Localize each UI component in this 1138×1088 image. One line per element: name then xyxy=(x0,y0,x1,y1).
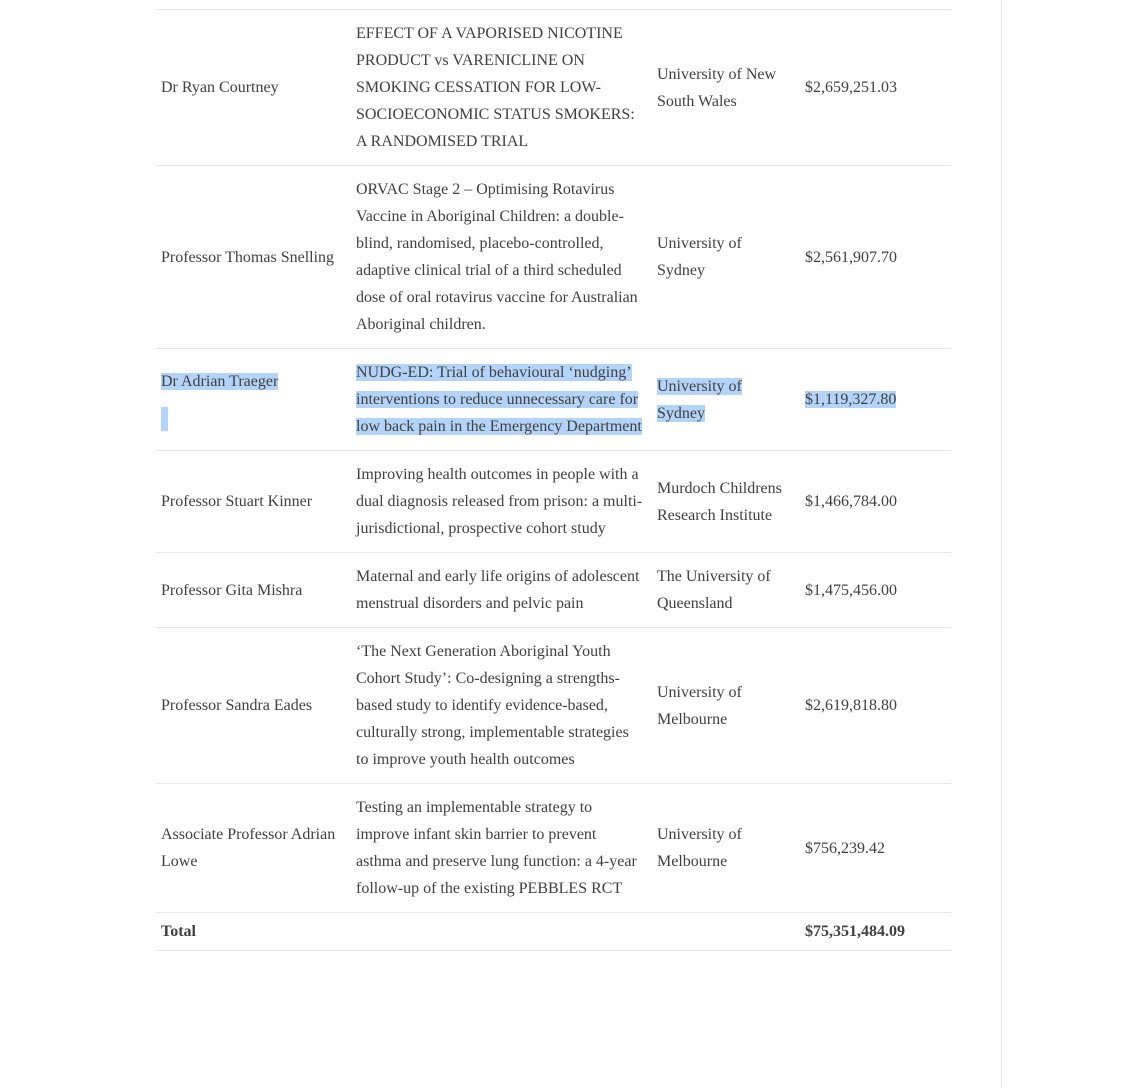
institution-cell[interactable]: University of New South Wales xyxy=(652,10,800,166)
project-title-cell[interactable] xyxy=(351,349,652,451)
institution-cell[interactable]: Murdoch Childrens Research Institute xyxy=(652,451,800,553)
amount-cell[interactable] xyxy=(800,349,951,451)
investigator-cell[interactable]: Professor Thomas Snelling xyxy=(156,166,351,349)
investigator-cell[interactable]: Professor Gita Mishra xyxy=(156,553,351,628)
institution-cell[interactable] xyxy=(652,349,800,451)
empty-cell xyxy=(351,913,652,951)
table-row xyxy=(156,451,951,553)
amount-cell[interactable]: $2,561,907.70 xyxy=(800,166,951,349)
selected-text[interactable]: NUDG-ED: Trial of behavioural ‘nudging’ interventions to reduce unnecessary care for low back pain in the Emergency Department xyxy=(356,364,642,435)
table-row-selected xyxy=(156,349,951,451)
table-row xyxy=(156,10,951,166)
investigator-cell[interactable]: Dr Ryan Courtney xyxy=(156,10,351,166)
investigator-cell[interactable] xyxy=(156,349,351,451)
amount-cell[interactable]: $756,239.42 xyxy=(800,784,951,913)
investigator-cell[interactable]: Professor Stuart Kinner xyxy=(156,451,351,553)
table-row xyxy=(156,784,951,913)
table-row xyxy=(156,166,951,349)
project-title-cell[interactable]: ‘The Next Generation Aboriginal Youth Cohort Study’: Co-designing a strengths-based study to identify evidence-based, culturally strong, implementable strategies to improve youth health outcomes xyxy=(351,628,652,784)
amount-cell[interactable]: $2,659,251.03 xyxy=(800,10,951,166)
selected-text[interactable]: $1,119,327.80 xyxy=(805,391,897,408)
total-amount: $75,351,484.09 xyxy=(800,913,951,951)
investigator-cell[interactable]: Associate Professor Adrian Lowe xyxy=(156,784,351,913)
amount-cell[interactable]: $1,466,784.00 xyxy=(800,451,951,553)
institution-cell[interactable]: University of Sydney xyxy=(652,166,800,349)
project-title-cell[interactable]: Improving health outcomes in people with a dual diagnosis released from prison: a multi-jurisdictional, prospective cohort study xyxy=(351,451,652,553)
institution-cell[interactable]: University of Melbourne xyxy=(652,784,800,913)
table-row xyxy=(156,628,951,784)
investigator-cell[interactable]: Professor Sandra Eades xyxy=(156,628,351,784)
content-right-border xyxy=(1001,0,1002,1088)
project-title-cell[interactable]: ORVAC Stage 2 – Optimising Rotavirus Vaccine in Aboriginal Children: a double-blind, randomised, placebo-controlled, adaptive clinical trial of a third scheduled dose of oral rotavirus vaccine for Australian Aboriginal children. xyxy=(351,166,652,349)
total-row xyxy=(156,913,951,951)
empty-cell xyxy=(652,913,800,951)
project-title-cell[interactable]: Testing an implementable strategy to improve infant skin barrier to prevent asthma and preserve lung function: a 4-year follow-up of the existing PEBBLES RCT xyxy=(351,784,652,913)
grants-table xyxy=(156,9,951,951)
project-title-cell[interactable]: Maternal and early life origins of adolescent menstrual disorders and pelvic pain xyxy=(351,553,652,628)
total-label: Total xyxy=(156,913,351,951)
project-title-cell[interactable]: EFFECT OF A VAPORISED NICOTINE PRODUCT vs VARENICLINE ON SMOKING CESSATION FOR LOW-SOCIOECONOMIC STATUS SMOKERS: A RANDOMISED TRIAL xyxy=(351,10,652,166)
amount-cell[interactable]: $2,619,818.80 xyxy=(800,628,951,784)
institution-cell[interactable]: University of Melbourne xyxy=(652,628,800,784)
amount-cell[interactable]: $1,475,456.00 xyxy=(800,553,951,628)
selected-text[interactable]: University of Sydney xyxy=(657,377,742,422)
institution-cell[interactable]: The University of Queensland xyxy=(652,553,800,628)
selected-text[interactable]: Dr Adrian Traeger xyxy=(161,372,279,390)
selection-line-marker xyxy=(161,407,168,431)
table-row xyxy=(156,553,951,628)
